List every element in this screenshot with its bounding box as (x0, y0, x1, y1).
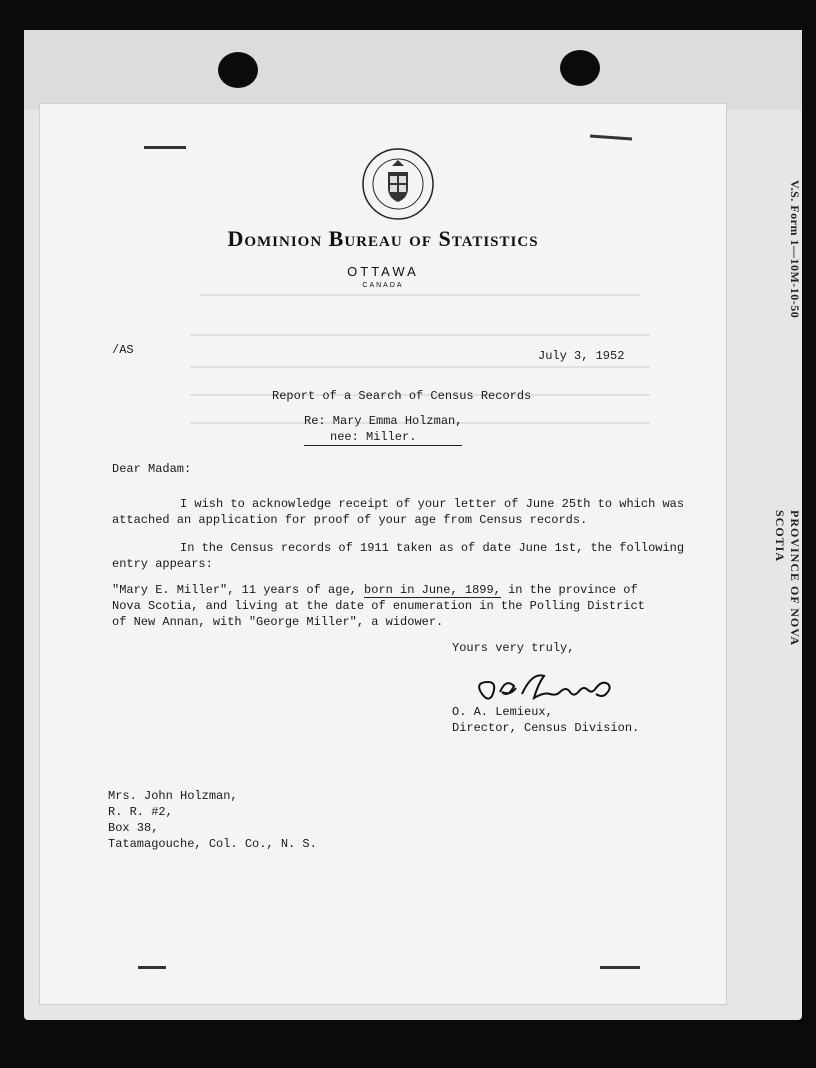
bleed-through-line (190, 366, 650, 368)
fold-mark (600, 966, 640, 969)
signer-name: O. A. Lemieux, (452, 705, 553, 719)
paragraph-2-line-1: In the Census records of 1911 taken as of date June 1st, the following (180, 541, 685, 555)
census-entry-line-3: of New Annan, with "George Miller", a widower. (112, 615, 444, 629)
census-entry-line-1 (112, 582, 638, 598)
letter-date: July 3, 1952 (538, 349, 625, 363)
census-entry-line-1a: "Mary E. Miller", 11 years of age, (112, 583, 365, 597)
province-label: PROVINCE OF NOVA SCOTIA (773, 510, 802, 646)
subject-line: Report of a Search of Census Records (272, 389, 532, 403)
bleed-through-line (190, 334, 650, 336)
punch-hole (218, 52, 258, 88)
signer-title: Director, Census Division. (452, 721, 640, 735)
clip-mark (144, 146, 186, 149)
recipient-line-2: R. R. #2, (108, 805, 173, 819)
salutation: Dear Madam: (112, 462, 192, 476)
form-top-strip (24, 30, 802, 110)
fold-mark (138, 966, 166, 969)
recipient-line-4: Tatamagouche, Col. Co., N. S. (108, 837, 317, 851)
recipient-line-3: Box 38, (108, 821, 159, 835)
re-line-2-text: nee: Miller. (330, 430, 417, 444)
letter-page (40, 104, 726, 1004)
paragraph-1-line-1: I wish to acknowledge receipt of your letter of June 25th to which was (180, 497, 685, 511)
bureau-name: Dominion Bureau of Statistics (227, 226, 539, 251)
re-line-2 (304, 429, 462, 446)
bleed-through-line (200, 294, 640, 296)
city-name: OTTAWA (347, 264, 419, 279)
birth-date-highlight: born in June, 1899, (364, 583, 501, 597)
form-code: V.S. Form 1—10M-10-50 (788, 180, 802, 319)
coat-of-arms-seal (360, 146, 436, 222)
closing: Yours very truly, (452, 641, 575, 655)
country-name: CANADA (362, 282, 404, 289)
recipient-line-1: Mrs. John Holzman, (108, 789, 238, 803)
re-line-1: Re: Mary Emma Holzman, (304, 414, 463, 428)
punch-hole (560, 50, 600, 86)
reference-code: /AS (112, 343, 134, 357)
census-entry-line-1c: in the province of (500, 583, 638, 597)
paragraph-1-line-2: attached an application for proof of your age from Census records. (112, 513, 588, 527)
census-entry-line-2: Nova Scotia, and living at the date of enumeration in the Polling District (112, 599, 645, 613)
paragraph-2-line-2: entry appears: (112, 557, 213, 571)
clip-mark (590, 135, 632, 141)
